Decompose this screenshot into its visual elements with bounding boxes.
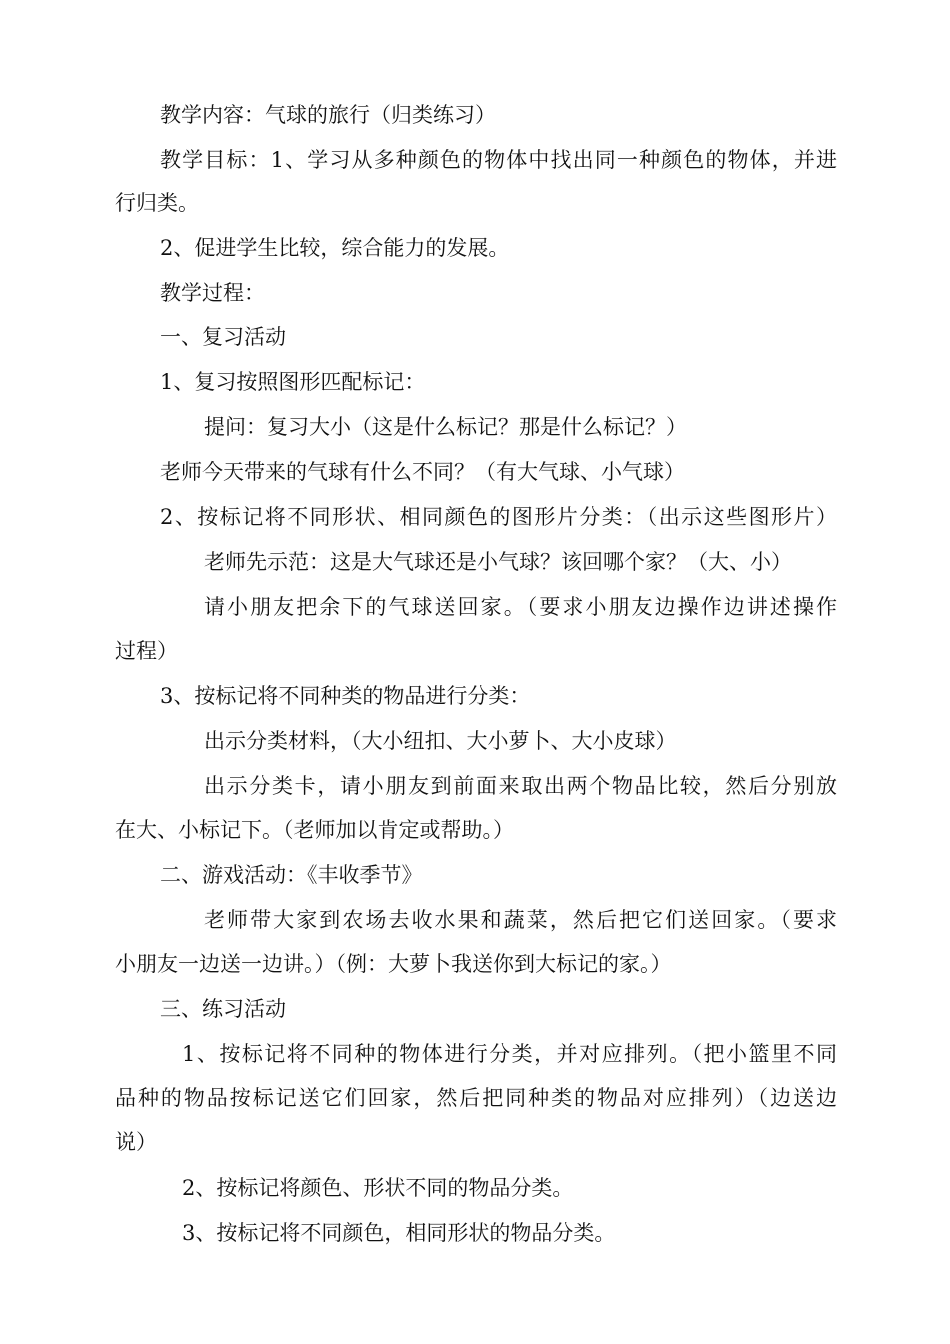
lesson-goal-1-cont: 行归类。	[115, 191, 199, 215]
review-step-2: 2、按标记将不同形状、相同颜色的图形片分类：（出示这些图形片）	[160, 505, 837, 529]
section-practice: 三、练习活动	[160, 997, 286, 1021]
section-review: 一、复习活动	[160, 325, 286, 349]
show-cards-cont: 在大、小标记下。（老师加以肯定或帮助。）	[115, 818, 514, 842]
show-cards: 出示分类卡，请小朋友到前面来取出两个物品比较，然后分别放	[204, 774, 837, 798]
children-return-balloons-cont: 过程）	[115, 639, 178, 663]
lesson-goal-2: 2、促进学生比较，综合能力的发展。	[160, 236, 510, 260]
review-balloons: 老师今天带来的气球有什么不同？（有大气球、小气球）	[160, 460, 685, 484]
practice-step-1-cont: 品种的物品按标记送它们回家，然后把同种类的物品对应排列）（边送边	[115, 1086, 837, 1110]
review-step-3: 3、按标记将不同种类的物品进行分类：	[160, 684, 531, 708]
practice-step-1-end: 说）	[115, 1130, 157, 1154]
lesson-goal-1: 教学目标：1、学习从多种颜色的物体中找出同一种颜色的物体，并进	[160, 148, 837, 172]
game-description: 老师带大家到农场去收水果和蔬菜，然后把它们送回家。（要求	[204, 908, 837, 932]
process-heading: 教学过程：	[160, 281, 265, 305]
teacher-demo: 老师先示范：这是大气球还是小气球？该回哪个家？（大、小）	[204, 550, 792, 574]
practice-step-3: 3、按标记将不同颜色，相同形状的物品分类。	[182, 1221, 616, 1245]
lesson-content: 教学内容：气球的旅行（归类练习）	[160, 103, 496, 127]
review-question: 提问：复习大小（这是什么标记？那是什么标记？）	[204, 415, 687, 439]
game-description-cont: 小朋友一边送一边讲。）（例：大萝卜我送你到大标记的家。）	[115, 952, 672, 976]
show-materials: 出示分类材料，（大小纽扣、大小萝卜、大小皮球）	[204, 729, 677, 753]
practice-step-2: 2、按标记将颜色、形状不同的物品分类。	[182, 1176, 574, 1200]
children-return-balloons: 请小朋友把余下的气球送回家。（要求小朋友边操作边讲述操作	[204, 595, 837, 619]
review-step-1: 1、复习按照图形匹配标记：	[160, 370, 426, 394]
section-game: 二、游戏活动：《丰收季节》	[160, 863, 423, 887]
practice-step-1: 1、按标记将不同种的物体进行分类，并对应排列。（把小篮里不同	[182, 1042, 837, 1066]
